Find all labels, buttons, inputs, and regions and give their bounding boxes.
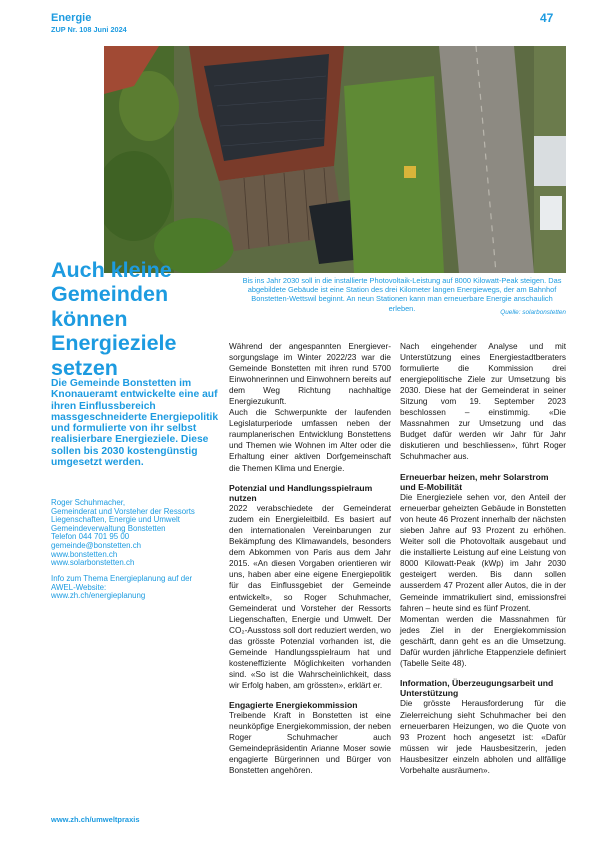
subheading: Engagierte Energiekommission [229, 699, 358, 710]
section-title: Energie [51, 12, 92, 24]
aerial-photo-illustration [104, 46, 566, 273]
awel-link[interactable]: www.zh.ch/energieplanung [51, 591, 146, 601]
contact-email-link[interactable]: gemeinde@bonstetten.ch [51, 540, 142, 550]
paragraph: Treibende Kraft in Bonstetten ist eine neunköpfige Energiekommission, der neben Roger Schuhmacher auch Gemeindepräsidentin Arianne Moser sowie engagierte Bürgerinnen und Bürger von Bonstetten angehören. [229, 711, 391, 776]
photo-source: Quelle: solarbonstetten [500, 309, 566, 316]
contact-website-link[interactable]: www.bonstetten.ch [51, 549, 118, 559]
contact-solar-link[interactable]: www.solarbonstetten.ch [51, 558, 135, 568]
subheading: Information, Überzeugungsarbeit und Unterstützung [400, 677, 554, 699]
page-number: 47 [540, 11, 554, 25]
contact-name: Roger Schuhmacher, [51, 498, 126, 507]
paragraph: 2022 verabschiedete der Gemeinderat zudem ein Energieleitbild. Es basiert auf den internationalen Vereinbarungen zur Bekämpfung des Klimawandels, besonders dem Abkommen von Paris aus dem Jahr 2015. «An diesen Vorgaben orientieren wir uns, haben aber eine eigene Energiepolitik für das Einflussgebiet der Gemeinde entwickelt», so Roger Schuhmacher, Gemeinderat und Vorsteher der Ressorts Liegenschaften, Energie und Umwelt. Der CO₂-Ausstoss soll dort reduziert werden, wo das grösste Potenzial vorhanden ist, die Gemeinde Handlungsspielraum hat und kosteneffiziente Möglichkeiten vorhanden sind. «So ist die Wahrscheinlichkeit, dass wir Erfolg haben, am grössten», erklärt er. [229, 504, 391, 690]
paragraph: Nach eingehender Analyse und mit Unterstützung eines Energiestadtberaters formulierte die Kommission drei energiepolitische Ziele zur Umsetzung bis 2030. Diese hat der Gemeinderat in seiner Sitzung vom 19. September 2023 beschlossen – einstimmig. «Die Massnahmen zur Umsetzung und das Budget dafür werden wir Jahr für Jahr diskutieren und beschliessen», führt Roger Schuhmacher aus. [400, 342, 566, 462]
article-headline: Auch kleine Gemeinden können Energieziele setzen [51, 258, 177, 380]
footer-link[interactable]: www.zh.ch/umweltpraxis [51, 815, 140, 824]
body-column-right [400, 341, 566, 776]
body-column-middle [229, 341, 391, 777]
contact-role: Gemeinderat und Vorsteher der Ressorts [51, 506, 195, 516]
contact-phone: Telefon 044 701 95 00 [51, 532, 130, 542]
contact-block [51, 499, 226, 568]
contact-role-cont: Liegenschaften, Energie und Umwelt [51, 515, 180, 525]
aerial-photo [104, 46, 566, 273]
subheading: Potenzial und Handlungsspielraum nutzen [229, 482, 373, 503]
paragraph: Die grösste Herausforderung für die Zielerreichung sieht Schuhmacher bei den erneuerbaren Heizungen, wo die Quote von 93 Prozent hoch angesetzt ist: «Dafür müssen wir jede Hausbesitzerin, jeden Hausbesitzer einzeln abholen und allfällige Vorbehalte ausräumen». [400, 699, 566, 775]
paragraph: Auch die Schwerpunkte der laufenden Legislaturperiode umfassen neben der raumplanerischen Entwicklung Bonstettens und Themen wie Wohnen im Alter oder die Erhaltung einer aktiven Dorfgemeinschaft die Themen Klima und Energie. [229, 408, 391, 473]
subheading: Erneuerbar heizen, mehr Solarstrom und E-Mobilität [400, 471, 549, 492]
paragraph: Die Energieziele sehen vor, den Anteil der erneuerbar geheizten Gebäude in Bonstetten von heute 46 Prozent innerhalb der nächsten sieben Jahre auf 93 Prozent zu erhöhen. Weiter soll die Photovoltaik ausgebaut und die installierte Leistung auf eine Leistung von 8000 Kilowatt-Peak (kWp) im Jahr 2030 gesteigert werden. Bis dann sollen ausserdem 47 Prozent aller Autos, die in der Gemeinde immatrikuliert sind, emissionsfrei fahren – heute sind es fünf Prozent. [400, 493, 566, 613]
contact-org: Gemeindeverwaltung Bonstetten [51, 523, 166, 533]
awel-info-text: Info zum Thema Energieplanung auf der [51, 574, 193, 583]
awel-info-text-cont: AWEL-Website: [51, 582, 107, 592]
paragraph: Momentan werden die Massnahmen für jedes Ziel in der Energiekommission geschärft, dann geht es an die Umsetzung. Dafür wurden jährliche Etappenziele definiert (Tabelle Seite 48). [400, 614, 566, 668]
awel-info-block [51, 575, 226, 601]
photo-caption: Bis ins Jahr 2030 soll in die installierte Photovoltaik-Leistung auf 8000 Kilowatt-Peak steigen. Das abgebildete Gebäude ist eine Station des drei Kilometer langen Energiewegs, der am Bahnhof Bonstetten-Wettswil beginnt. An neun Stationen kann man erneuerbare Energie anschaulich erleben. [242, 276, 562, 313]
article-lead: Die Gemeinde Bonstetten im Knonaueramt entwickelte eine auf ihren Einflussbereich massgeschneiderte Energiepolitik und formulierte von ihr selbst realisierbare Energieziele. Diese sollen bis 2030 kostengünstig umgesetzt werden. [51, 378, 219, 469]
paragraph: Während der angespannten Energieversorgungslage im Winter 2022/23 war die Gemeinde Bonstetten mit ihren rund 5700 Einwohnerinnen und Einwohnern bereits auf dem Weg Richtung nachhaltige Energiezukunft. [229, 342, 391, 407]
issue-line: ZUP Nr. 108 Juni 2024 [51, 25, 127, 34]
